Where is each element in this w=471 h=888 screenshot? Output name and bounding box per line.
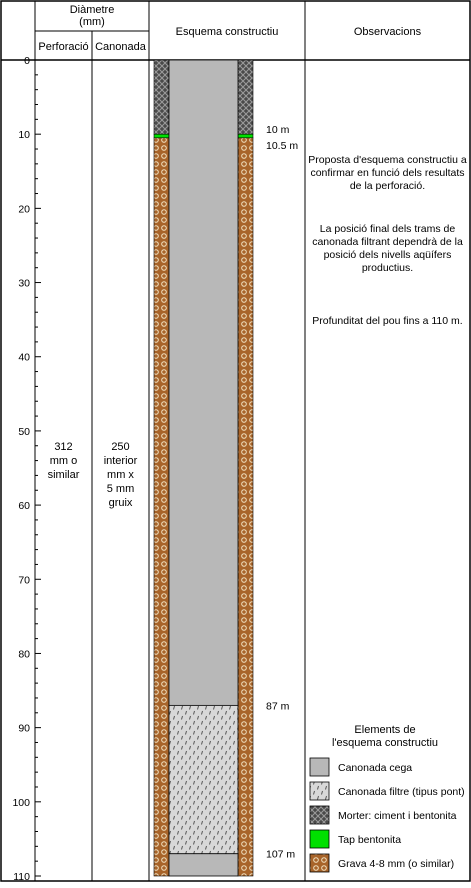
casing-cega (169, 854, 238, 876)
left-annulus-morter (154, 60, 169, 134)
depth-tick-label: 50 (18, 425, 30, 438)
right-annulus-grava (238, 138, 253, 876)
observation-line: productius. (361, 262, 414, 274)
depth-marker-label: 10 m (266, 124, 290, 137)
observation-line: Proposta d'esquema constructiu a (308, 154, 467, 166)
casing-diameter-line: interior (103, 455, 138, 467)
depth-marker-label: 10.5 m (266, 139, 299, 152)
observation-line: Profunditat del pou fins a 110 m. (312, 315, 463, 327)
observation-line: La posició final dels trams de (319, 223, 456, 235)
casing-header: Canonada (95, 41, 146, 53)
observations-text (308, 154, 467, 327)
legend (310, 724, 465, 872)
legend-label-cega: Canonada cega (338, 762, 413, 774)
depth-tick-label: 60 (18, 500, 30, 513)
legend-swatch-grava (310, 854, 329, 872)
casing-filtre (169, 705, 238, 853)
depth-tick-label: 70 (18, 574, 30, 587)
right-annulus-tap (238, 134, 253, 138)
casing-diameter-line: 5 mm (106, 483, 135, 495)
drilling-header: Perforació (38, 41, 89, 53)
legend-label-tap: Tap bentonita (338, 834, 402, 846)
casing-diameter-line: mm x (107, 469, 134, 481)
left-annulus-tap (154, 134, 169, 138)
left-annulus-grava (154, 138, 169, 876)
depth-tick-label: 110 (13, 871, 30, 883)
depth-tick-label: 40 (18, 351, 30, 364)
diameter-unit: (mm) (79, 16, 105, 28)
depth-tick-label: 100 (12, 796, 30, 809)
depth-tick-label: 10 (18, 129, 30, 142)
depth-marker-label: 107 m (266, 848, 296, 861)
depth-tick-label: 80 (18, 648, 30, 661)
legend-label-grava: Grava 4-8 mm (o similar) (338, 858, 455, 870)
observation-line: canonada filtrant dependrà de la (312, 236, 463, 248)
legend-swatch-morter (310, 806, 329, 824)
observation-line: de la perforació. (349, 180, 426, 192)
casing-diameter-text (104, 441, 138, 509)
depth-markers (266, 124, 298, 861)
depth-marker-label: 87 m (266, 700, 290, 713)
legend-swatch-tap (310, 830, 329, 848)
legend-swatch-filtre (310, 782, 329, 800)
diameter-title: Diàmetre (69, 4, 115, 16)
legend-label-morter: Morter: ciment i bentonita (338, 810, 457, 822)
right-annulus-morter (238, 60, 253, 134)
depth-axis (12, 55, 41, 883)
casing-cega (169, 60, 238, 705)
drilling-diameter-line: 312 (54, 441, 73, 453)
legend-title: l'esquema constructiu (331, 737, 439, 749)
legend-title: Elements de (354, 724, 416, 736)
depth-tick-label: 0 (24, 55, 30, 67)
drilling-diameter-line: similar (47, 469, 80, 481)
observations-header: Observacions (353, 26, 422, 38)
depth-tick-label: 20 (18, 203, 30, 216)
depth-tick-label: 90 (18, 722, 30, 735)
drilling-diameter-text (48, 441, 80, 481)
casing-diameter-line: gruix (108, 497, 133, 509)
table-header (38, 4, 421, 53)
casing-diameter-line: 250 (111, 441, 130, 453)
depth-tick-label: 30 (18, 277, 30, 290)
observation-line: confirmar en funció dels resultats (310, 167, 465, 179)
legend-swatch-cega (310, 758, 329, 776)
scheme-header: Esquema constructiu (175, 26, 279, 38)
observation-line: posició dels nivells aqüífers (323, 249, 452, 261)
construction-scheme (154, 60, 253, 876)
legend-label-filtre: Canonada filtre (tipus pont) (338, 786, 465, 798)
drilling-diameter-line: mm o (49, 455, 78, 467)
